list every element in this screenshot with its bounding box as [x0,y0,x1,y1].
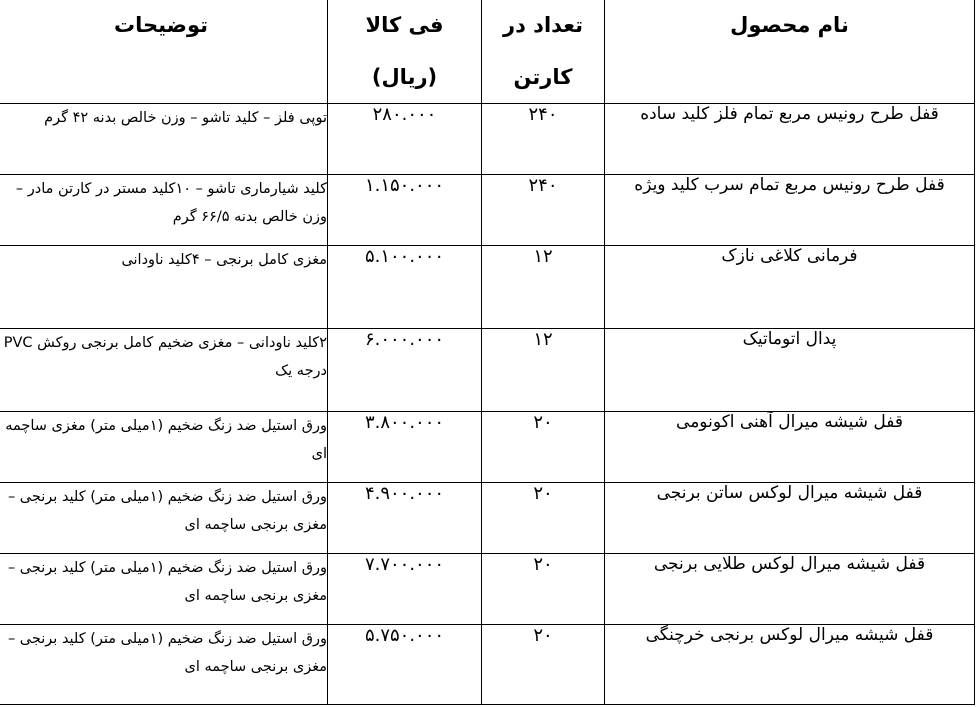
product-name-cell: قفل شیشه میرال لوکس ساتن برنجی [605,483,975,554]
header-row [0,0,975,104]
price-cell: ۵.۱۰۰.۰۰۰ [328,246,482,329]
qty-cell: ۲۰ [482,483,605,554]
description-cell: مغزی کامل برنجی – ۴کلید ناودانی [0,246,328,329]
table-row [0,412,975,483]
price-cell: ۵.۷۵۰.۰۰۰ [328,625,482,705]
price-cell: ۷.۷۰۰.۰۰۰ [328,554,482,625]
qty-cell: ۲۰ [482,554,605,625]
header-price-line1: فی کالا [365,13,444,37]
product-name-cell: قفل شیشه میرال لوکس طلایی برنجی [605,554,975,625]
header-price-line2: (ریال) [371,65,438,89]
header-qty-line2: کارتن [513,65,573,89]
header-qty-line1: تعداد در [502,13,584,37]
description-cell: ورق استیل ضد زنگ ضخیم (۱میلی متر) کلید برنجی – مغزی برنجی ساچمه ای [0,483,328,554]
table-row [0,554,975,625]
table-row [0,625,975,705]
product-name-cell: پدال اتوماتیک [605,329,975,412]
description-cell: ورق استیل ضد زنگ ضخیم (۱میلی متر) مغزی ساچمه ای [0,412,328,483]
qty-cell: ۲۰ [482,412,605,483]
price-cell: ۳.۸۰۰.۰۰۰ [328,412,482,483]
table-row [0,175,975,246]
description-cell: ۲کلید ناودانی – مغزی ضخیم کامل برنجی روکش PVC درجه یک [0,329,328,412]
price-cell: ۶.۰۰۰.۰۰۰ [328,329,482,412]
header-product-name-label: نام محصول [730,13,849,37]
price-cell: ۴.۹۰۰.۰۰۰ [328,483,482,554]
table-row [0,329,975,412]
price-cell: ۲۸۰.۰۰۰ [328,104,482,175]
product-name-cell: قفل طرح رونیس مربع تمام سرب کلید ویژه [605,175,975,246]
table-row [0,246,975,329]
product-name-cell: قفل شیشه میرال لوکس برنجی خرچنگی [605,625,975,705]
product-name-cell: قفل طرح رونیس مربع تمام فلز کلید ساده [605,104,975,175]
qty-cell: ۲۴۰ [482,175,605,246]
description-cell: ورق استیل ضد زنگ ضخیم (۱میلی متر) کلید برنجی – مغزی برنجی ساچمه ای [0,554,328,625]
price-cell: ۱.۱۵۰.۰۰۰ [328,175,482,246]
product-name-cell: قفل شیشه میرال آهنی اکونومی [605,412,975,483]
description-cell: کلید شیارماری تاشو – ۱۰کلید مستر در کارتن مادر – وزن خالص بدنه ۶۶/۵ گرم [0,175,328,246]
header-product-name [605,0,975,104]
header-description [0,0,328,104]
qty-cell: ۲۴۰ [482,104,605,175]
qty-cell: ۱۲ [482,246,605,329]
description-cell: توپی فلز – کلید تاشو – وزن خالص بدنه ۴۲ گرم [0,104,328,175]
qty-cell: ۱۲ [482,329,605,412]
description-cell: ورق استیل ضد زنگ ضخیم (۱میلی متر) کلید برنجی – مغزی برنجی ساچمه ای [0,625,328,705]
table-row [0,104,975,175]
header-qty-per-carton [482,0,605,104]
product-name-cell: فرمانی کلاغی نازک [605,246,975,329]
qty-cell: ۲۰ [482,625,605,705]
header-description-label: توضیحات [113,13,209,37]
table-row [0,483,975,554]
header-unit-price [328,0,482,104]
